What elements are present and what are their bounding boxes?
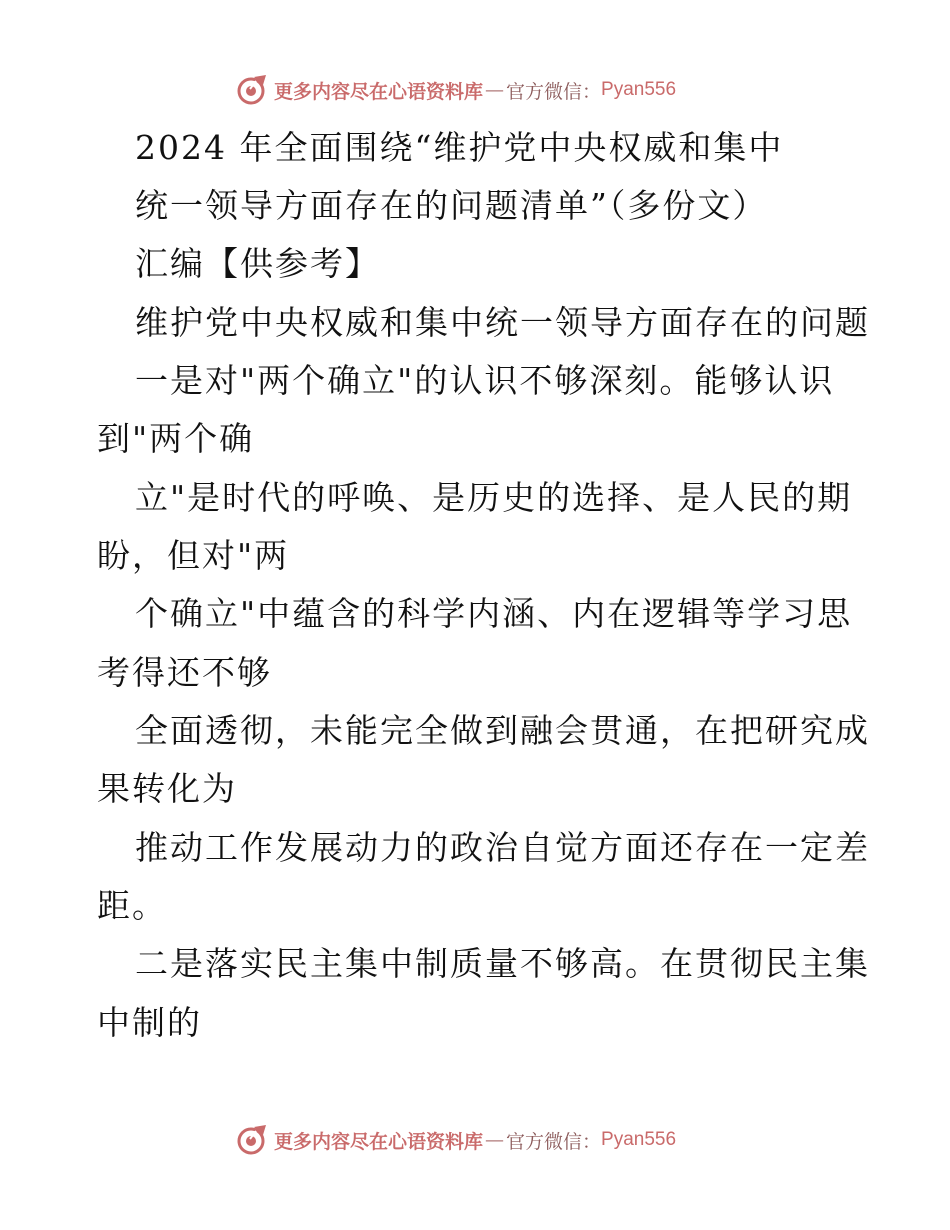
title-line-1: 2024 年全面围绕“维护党中央权威和集中 [135, 128, 784, 167]
pen-circle-logo-icon [236, 73, 270, 107]
banner-wechat-id: Pyan556 [601, 79, 677, 100]
body-line-1: 维护党中央权威和集中统一领导方面存在的问题 [135, 303, 870, 342]
banner-separator: — [485, 1129, 505, 1151]
banner-wechat-label: 官方微信： [506, 80, 602, 103]
body-line-3: 到"两个确 [97, 419, 255, 458]
banner-wechat-label: 官方微信： [506, 1130, 602, 1153]
body-line-13: 中制的 [97, 1003, 202, 1042]
title-line-3: 汇编【供参考】 [135, 244, 380, 283]
header-banner [236, 72, 676, 108]
banner-separator: — [485, 79, 505, 101]
body-line-5: 盼，但对"两 [97, 536, 290, 575]
body-line-6: 个确立"中蕴含的科学内涵、内在逻辑等学习思 [135, 594, 853, 633]
banner-wechat-id: Pyan556 [601, 1129, 677, 1150]
body-line-9: 果转化为 [97, 769, 237, 808]
body-line-10: 推动工作发展动力的政治自觉方面还存在一定差 [135, 828, 870, 867]
footer-banner [236, 1122, 676, 1158]
title-line-2: 统一领导方面存在的问题清单”（多份文） [135, 186, 768, 225]
body-line-11: 距。 [97, 886, 167, 925]
body-line-4: 立"是时代的呼唤、是历史的选择、是人民的期 [135, 478, 853, 517]
body-line-2: 一是对"两个确立"的认识不够深刻。能够认识 [135, 361, 835, 400]
banner-main-text: 更多内容尽在心语资料库 [274, 80, 484, 103]
body-line-8: 全面透彻，未能完全做到融会贯通，在把研究成 [135, 711, 870, 750]
banner-main-text: 更多内容尽在心语资料库 [274, 1130, 484, 1153]
body-line-12: 二是落实民主集中制质量不够高。在贯彻民主集 [135, 944, 870, 983]
pen-circle-logo-icon [236, 1123, 270, 1157]
body-line-7: 考得还不够 [97, 653, 272, 692]
